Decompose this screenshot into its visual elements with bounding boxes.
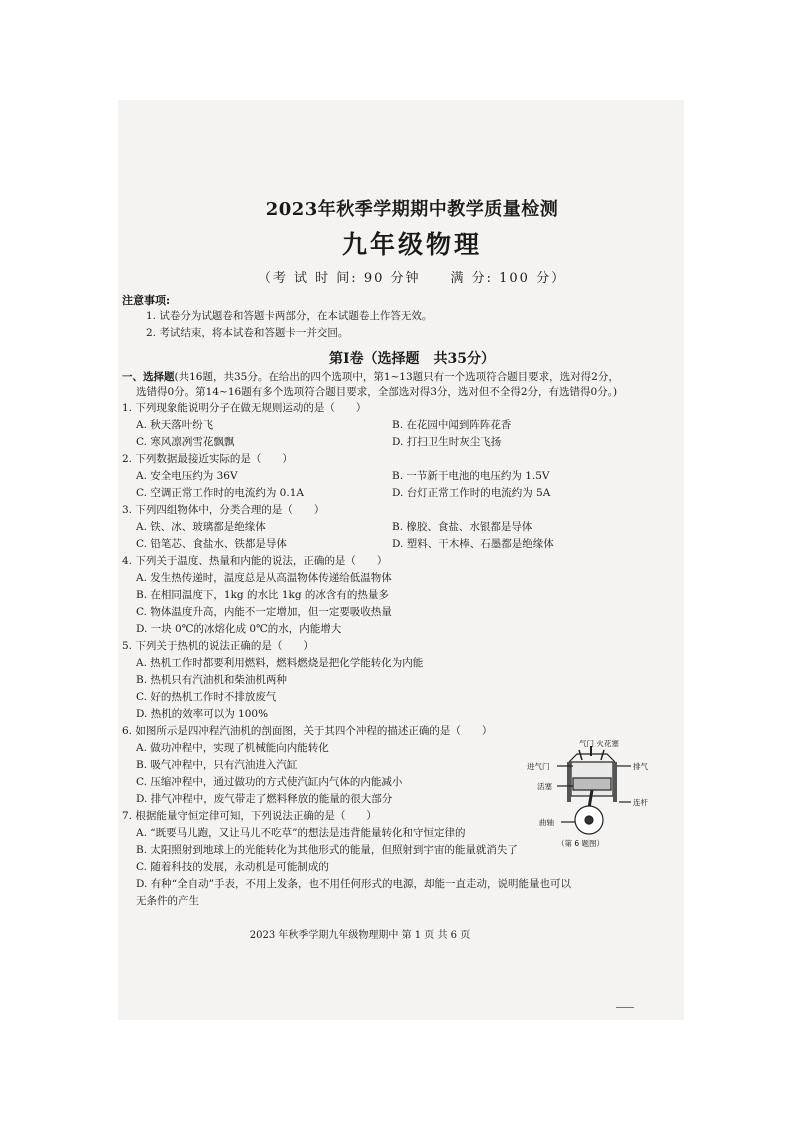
intro-line-2: 选错得0分。第14~16题有多个选项符合题目要求，全部选对得3分，选对但不全得2分，有选错得0分。) [136, 386, 618, 398]
question-2 [122, 451, 662, 502]
subject-title: 九年级物理 [341, 230, 482, 259]
intro-line-1: (共16题，共35分。在给出的四个选项中，第1~13题只有一个选项符合题目要求，选对得2分， [174, 371, 619, 383]
label-piston: 活塞 [537, 782, 552, 791]
option-a: A. 热机工作时都要利用燃料，燃料燃烧是把化学能转化为内能 [136, 657, 424, 669]
option-d-continuation: 无条件的产生 [136, 895, 199, 907]
exam-title: 2023年秋季学期期中教学质量检测 [265, 199, 559, 220]
option-c: C. 压缩冲程中，通过做功的方式使汽缸内气体的内能减小 [136, 776, 403, 788]
option-d: D. 排气冲程中，废气带走了燃料释放的能量的很大部分 [136, 793, 393, 805]
note-item: 1. 试卷分为试题卷和答题卡两部分，在本试题卷上作答无效。 [146, 310, 433, 322]
option-d: D. 热机的效率可以为 100% [136, 708, 269, 720]
option-b: B. 吸气冲程中，只有汽油进入汽缸 [136, 759, 298, 771]
question-stem: 5. 下列关于热机的说法正确的是（ ） [122, 640, 314, 652]
option-a: A. 做功冲程中，实现了机械能向内能转化 [136, 742, 329, 754]
question-stem: 1. 下列现象能说明分子在做无规则运动的是（ ） [122, 402, 367, 414]
question-3 [122, 502, 662, 553]
question-stem: 6. 如图所示是四冲程汽油机的剖面图，关于其四个冲程的描述正确的是（ ） [122, 725, 493, 737]
option-c: C. 好的热机工作时不排放废气 [136, 691, 277, 703]
option-c: C. 空调正常工作时的电流约为 0.1A [136, 487, 304, 499]
option-a: A. 发生热传递时，温度总是从高温物体传递给低温物体 [136, 572, 392, 584]
option-a: A. 铁、冰、玻璃都是绝缘体 [136, 521, 266, 533]
option-d: D. 一块 0℃的冰熔化成 0℃的水，内能增大 [136, 623, 342, 635]
option-b: B. 在相同温度下，1kg 的水比 1kg 的冰含有的热量多 [136, 589, 389, 601]
option-c: C. 寒风凛冽雪花飘飘 [136, 436, 235, 448]
section-heading: 第Ⅰ卷（选择题 共35分） [328, 351, 496, 367]
option-d: D. 台灯正常工作时的电流约为 5A [392, 487, 551, 499]
option-b: B. 在花园中闻到阵阵花香 [392, 419, 512, 431]
notes-title: 注意事项: [122, 294, 171, 307]
question-stem: 2. 下列数据最接近实际的是（ ） [122, 453, 293, 465]
piston-shape [573, 778, 611, 790]
label-exhaust: 排气 [633, 762, 648, 771]
intake-valve-shape [579, 750, 582, 760]
note-item: 2. 考试结束，将本试卷和答题卡一并交回。 [146, 327, 349, 339]
question-4 [122, 553, 662, 638]
option-d: D. 塑料、干木棒、石墨都是绝缘体 [392, 538, 554, 550]
option-d: D. 有种“全自动”手表，不用上发条，也不用任何形式的电源，却能一直走动，说明能量也可以 [136, 878, 571, 890]
option-c: C. 铅笔芯、食盐水、铁都是导体 [136, 538, 287, 550]
exam-info: （考 试 时 间: 90 分钟 满 分: 100 分） [257, 271, 567, 286]
exhaust-valve-shape [601, 750, 604, 760]
option-c: C. 物体温度升高，内能不一定增加，但一定要吸收热量 [136, 606, 392, 618]
document-content [122, 195, 662, 910]
option-a: A. “既要马儿跑，又让马儿不吃草”的想法是违背能量转化和守恒定律的 [136, 827, 466, 839]
label-spark-plug: 气门 火花塞 [579, 740, 619, 748]
question-stem: 4. 下列关于温度、热量和内能的说法，正确的是（ ） [122, 555, 388, 567]
option-b: B. 太阳照射到地球上的光能转化为其他形式的能量，但照射到宇宙的能量就消失了 [136, 844, 518, 856]
label-rod: 连杆 [633, 798, 648, 807]
option-c: C. 随着科技的发展，永动机是可能制成的 [136, 861, 329, 873]
option-d: D. 打扫卫生时灰尘飞扬 [392, 436, 502, 448]
engine-diagram [527, 740, 662, 850]
figure-caption: （第 6 题图） [557, 839, 605, 848]
scan-mark [616, 1007, 634, 1008]
question-5 [122, 638, 662, 723]
question-stem: 3. 下列四组物体中，分类合理的是（ ） [122, 504, 325, 516]
section-intro [122, 370, 662, 400]
option-b: B. 橡胶、食盐、水银都是导体 [392, 521, 533, 533]
option-a: A. 安全电压约为 36V [136, 470, 238, 482]
label-crank: 曲轴 [539, 818, 554, 827]
option-a: A. 秋天落叶纷飞 [136, 419, 214, 431]
option-b: B. 一节新干电池的电压约为 1.5V [392, 470, 550, 482]
label-intake: 进气门 [527, 762, 550, 771]
question-stem: 7. 根据能量守恒定律可知，下列说法正确的是（ ） [122, 810, 377, 822]
page-footer: 2023 年秋季学期九年级物理期中 第 1 页 共 6 页 [249, 930, 471, 941]
option-b: B. 热机只有汽油机和柴油机两种 [136, 674, 287, 686]
section-label: 一、选择题 [122, 371, 175, 383]
question-1 [122, 400, 662, 451]
